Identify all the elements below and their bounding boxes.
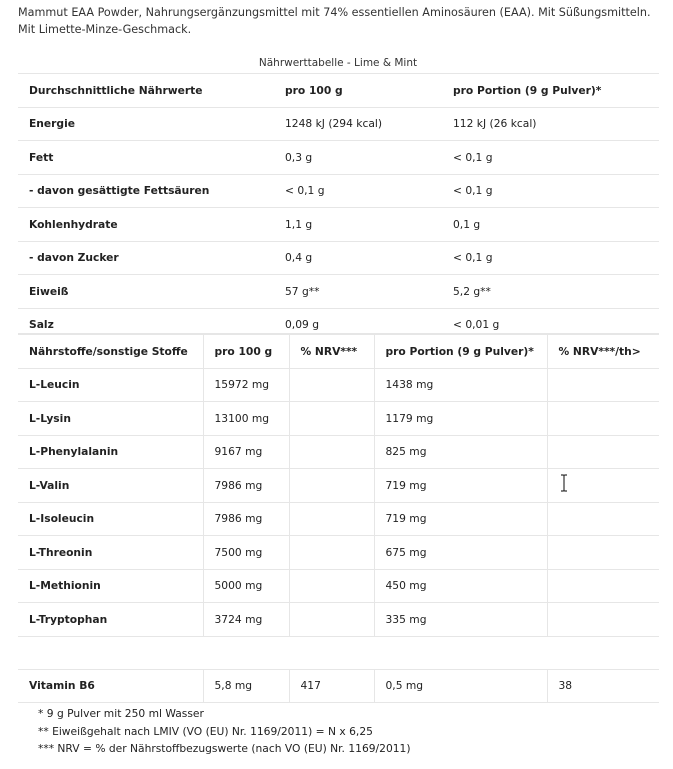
table-header-row <box>18 74 659 108</box>
table-cell: 675 mg <box>374 536 547 570</box>
table-cell: Fett <box>18 141 274 175</box>
table-cell: 15972 mg <box>203 368 289 402</box>
table-cell: 13100 mg <box>203 402 289 436</box>
table-row <box>18 402 659 436</box>
table-cell: L-Isoleucin <box>18 502 203 536</box>
nutrition-table <box>18 73 659 341</box>
header-cell: pro Portion (9 g Pulver)* <box>374 334 547 368</box>
header-cell: Durchschnittliche Nährwerte <box>18 74 274 108</box>
table-cell: 7500 mg <box>203 536 289 570</box>
table-cell <box>289 402 374 436</box>
header-cell: % NRV*** <box>289 334 374 368</box>
table-cell: < 0,1 g <box>442 174 659 208</box>
nutrients-table <box>18 333 659 703</box>
table-row <box>18 174 659 208</box>
table-cell: < 0,1 g <box>442 141 659 175</box>
table-cell <box>289 368 374 402</box>
table-cell: 825 mg <box>374 435 547 469</box>
table-cell <box>547 402 659 436</box>
table-cell: 112 kJ (26 kcal) <box>442 107 659 141</box>
table-cell: < 0,01 g <box>442 308 659 341</box>
table-row <box>18 502 659 536</box>
table-cell: L-Tryptophan <box>18 603 203 637</box>
table-cell: 1438 mg <box>374 368 547 402</box>
table-cell: 1248 kJ (294 kcal) <box>274 107 442 141</box>
table-cell: L-Lysin <box>18 402 203 436</box>
table-row <box>18 368 659 402</box>
table-cell: 5,8 mg <box>203 669 289 703</box>
table-cell: L-Valin <box>18 469 203 503</box>
table-cell: Vitamin B6 <box>18 669 203 703</box>
table-header-row <box>18 334 659 368</box>
table-row <box>18 536 659 570</box>
table-row <box>18 275 659 309</box>
header-cell: Nährstoffe/sonstige Stoffe <box>18 334 203 368</box>
footnote: * 9 g Pulver mit 250 ml Wasser <box>38 707 204 720</box>
table-cell: Eiweiß <box>18 275 274 309</box>
table-cell <box>289 569 374 603</box>
header-cell: pro Portion (9 g Pulver)* <box>442 74 659 108</box>
table-row <box>18 603 659 637</box>
table-cell <box>289 536 374 570</box>
vitamin-row <box>18 669 659 703</box>
footnotes <box>38 705 411 758</box>
table-cell <box>547 536 659 570</box>
table-row <box>18 435 659 469</box>
table-cell: 7986 mg <box>203 469 289 503</box>
table-row <box>18 208 659 242</box>
table-cell: 9167 mg <box>203 435 289 469</box>
table-row <box>18 107 659 141</box>
table-row <box>18 569 659 603</box>
table-cell <box>547 368 659 402</box>
table-cell: 0,1 g <box>442 208 659 242</box>
table-cell: 0,3 g <box>274 141 442 175</box>
table-cell: 5000 mg <box>203 569 289 603</box>
table-cell: 719 mg <box>374 502 547 536</box>
table-cell: 0,4 g <box>274 241 442 275</box>
table-cell: 0,09 g <box>274 308 442 341</box>
header-cell: pro 100 g <box>274 74 442 108</box>
table-cell: 335 mg <box>374 603 547 637</box>
table-cell: 7986 mg <box>203 502 289 536</box>
table-cell: 719 mg <box>374 469 547 503</box>
table-cell: 38 <box>547 669 659 703</box>
table-cell: L-Phenylalanin <box>18 435 203 469</box>
table-cell: L-Leucin <box>18 368 203 402</box>
table-cell <box>289 603 374 637</box>
product-description: Mammut EAA Powder, Nahrungsergänzungsmittel mit 74% essentiellen Aminosäuren (EAA). Mit Süßungsmitteln. Mit Limette-Minze-Geschmack. <box>18 6 651 36</box>
table-cell: L-Methionin <box>18 569 203 603</box>
table-cell: 450 mg <box>374 569 547 603</box>
table-row <box>18 241 659 275</box>
table-cell: - davon gesättigte Fettsäuren <box>18 174 274 208</box>
table-cell <box>547 603 659 637</box>
table-cell <box>547 569 659 603</box>
table-cell: Kohlenhydrate <box>18 208 274 242</box>
table-cell: Energie <box>18 107 274 141</box>
footnote: ** Eiweißgehalt nach LMIV (VO (EU) Nr. 1169/2011) = N x 6,25 <box>38 724 373 738</box>
table-cell <box>289 502 374 536</box>
table-cell: Salz <box>18 308 274 341</box>
table-cell: 1,1 g <box>274 208 442 242</box>
table-cell: L-Threonin <box>18 536 203 570</box>
table-cell <box>547 502 659 536</box>
table-cell: - davon Zucker <box>18 241 274 275</box>
table-cell: 0,5 mg <box>374 669 547 703</box>
table-caption: Nährwerttabelle - Lime & Mint <box>258 57 418 69</box>
spacer-row <box>18 636 659 669</box>
table-cell <box>289 469 374 503</box>
table-cell: 57 g** <box>274 275 442 309</box>
table-cell <box>547 435 659 469</box>
table-cell: 417 <box>289 669 374 703</box>
table-cell: 1179 mg <box>374 402 547 436</box>
header-cell: pro 100 g <box>203 334 289 368</box>
header-cell: % NRV***/th> <box>547 334 659 368</box>
table-cell: < 0,1 g <box>442 241 659 275</box>
table-cell: < 0,1 g <box>274 174 442 208</box>
table-row <box>18 141 659 175</box>
text-cursor-icon <box>558 474 570 492</box>
spacer-cell <box>18 636 659 669</box>
footnote: *** NRV = % der Nährstoffbezugswerte (nach VO (EU) Nr. 1169/2011) <box>38 742 411 755</box>
table-cell: 5,2 g** <box>442 275 659 309</box>
table-cell: 3724 mg <box>203 603 289 637</box>
table-cell <box>289 435 374 469</box>
